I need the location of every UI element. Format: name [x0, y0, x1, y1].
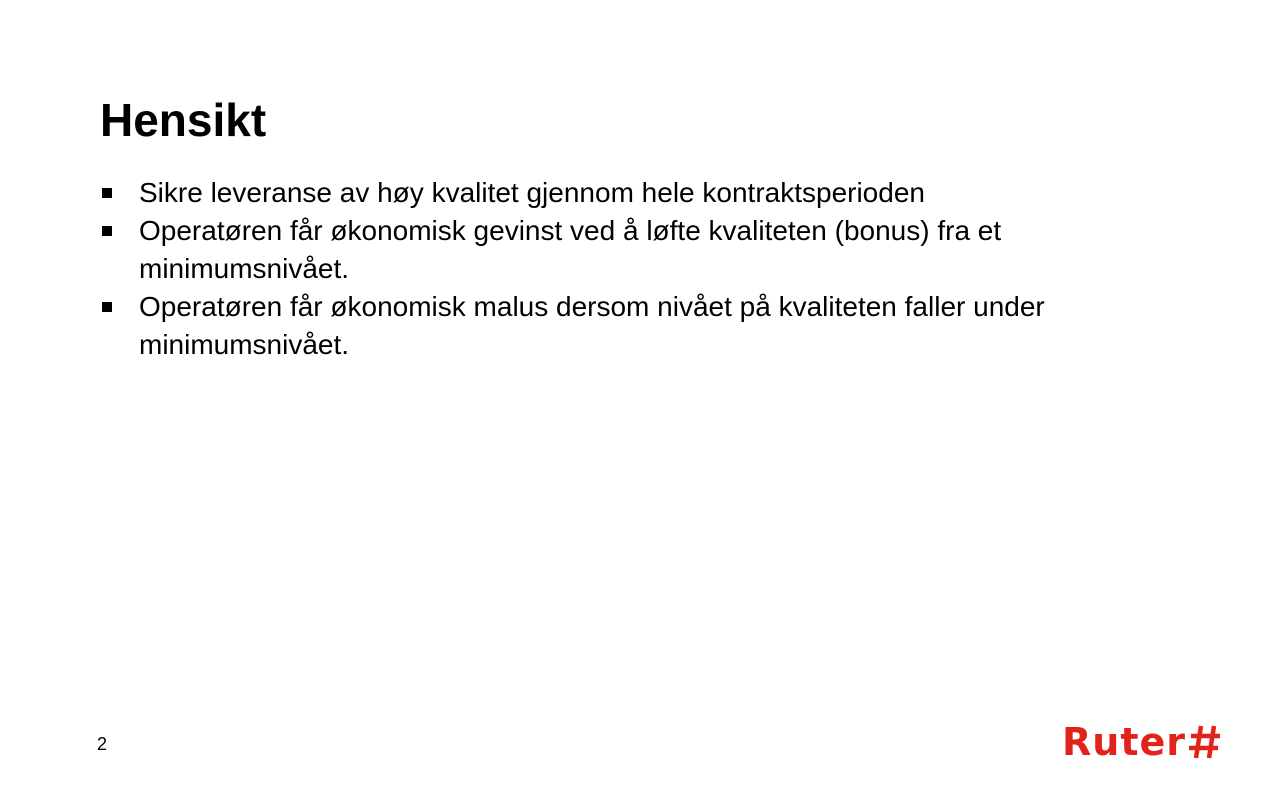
hash-icon: [1188, 724, 1222, 760]
square-bullet-icon: [102, 188, 112, 198]
ruter-logo: [1062, 718, 1232, 766]
bullet-item: [100, 288, 1210, 364]
logo-text: Ruter: [1062, 720, 1186, 764]
bullet-item: [100, 174, 1210, 212]
bullet-text: Operatøren får økonomisk malus dersom nivået på kvaliteten faller under minimumsnivået.: [139, 291, 1045, 360]
square-bullet-icon: [102, 226, 112, 236]
bullet-text: Sikre leveranse av høy kvalitet gjennom hele kontraktsperioden: [139, 177, 925, 208]
page-number: 2: [97, 734, 108, 754]
bullet-item: [100, 212, 1210, 288]
bullet-text: Operatøren får økonomisk gevinst ved å løfte kvaliteten (bonus) fra et minimumsnivået.: [139, 215, 1002, 284]
slide-title: Hensikt: [100, 94, 267, 146]
square-bullet-icon: [102, 302, 112, 312]
bullet-list: [100, 174, 1210, 364]
